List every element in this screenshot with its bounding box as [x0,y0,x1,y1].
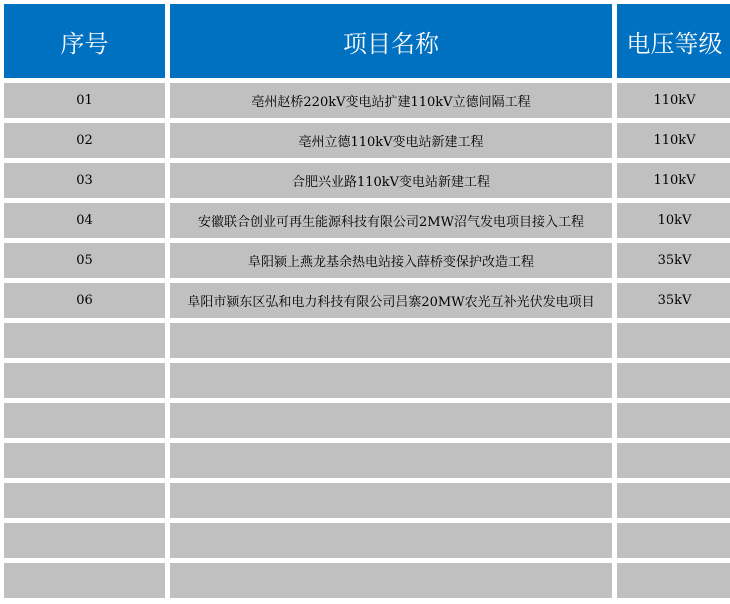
row-1-voltage: 110kV [617,83,730,118]
row-4-serial: 04 [4,203,165,238]
row-4-project-name: 安徽联合创业可再生能源科技有限公司2MW沼气发电项目接入工程 [170,203,612,238]
row-12-voltage [617,523,730,558]
row-13-voltage [617,563,730,598]
row-9-serial [4,403,165,438]
row-11-project-name [170,483,612,518]
row-9-voltage [617,403,730,438]
row-8-serial [4,363,165,398]
row-6-project-name: 阜阳市颍东区弘和电力科技有限公司吕寨20MW农光互补光伏发电项目 [170,283,612,318]
row-1-project-name: 亳州赵桥220kV变电站扩建110kV立德间隔工程 [170,83,612,118]
row-7-voltage [617,323,730,358]
row-6-serial: 06 [4,283,165,318]
header-voltage-level: 电压等级 [617,4,730,78]
row-5-project-name: 阜阳颍上燕龙基余热电站接入薛桥变保护改造工程 [170,243,612,278]
row-3-project-name: 合肥兴业路110kV变电站新建工程 [170,163,612,198]
row-4-voltage: 10kV [617,203,730,238]
row-2-serial: 02 [4,123,165,158]
row-10-voltage [617,443,730,478]
row-10-serial [4,443,165,478]
row-5-serial: 05 [4,243,165,278]
row-2-project-name: 亳州立德110kV变电站新建工程 [170,123,612,158]
row-6-voltage: 35kV [617,283,730,318]
row-10-project-name [170,443,612,478]
row-5-voltage: 35kV [617,243,730,278]
row-7-serial [4,323,165,358]
row-9-project-name [170,403,612,438]
row-8-project-name [170,363,612,398]
row-8-voltage [617,363,730,398]
row-13-serial [4,563,165,598]
header-project-name: 项目名称 [170,4,612,78]
row-2-voltage: 110kV [617,123,730,158]
header-serial-number: 序号 [4,4,165,78]
row-11-serial [4,483,165,518]
row-3-serial: 03 [4,163,165,198]
row-1-serial: 01 [4,83,165,118]
row-12-project-name [170,523,612,558]
row-3-voltage: 110kV [617,163,730,198]
row-12-serial [4,523,165,558]
row-7-project-name [170,323,612,358]
row-13-project-name [170,563,612,598]
row-11-voltage [617,483,730,518]
